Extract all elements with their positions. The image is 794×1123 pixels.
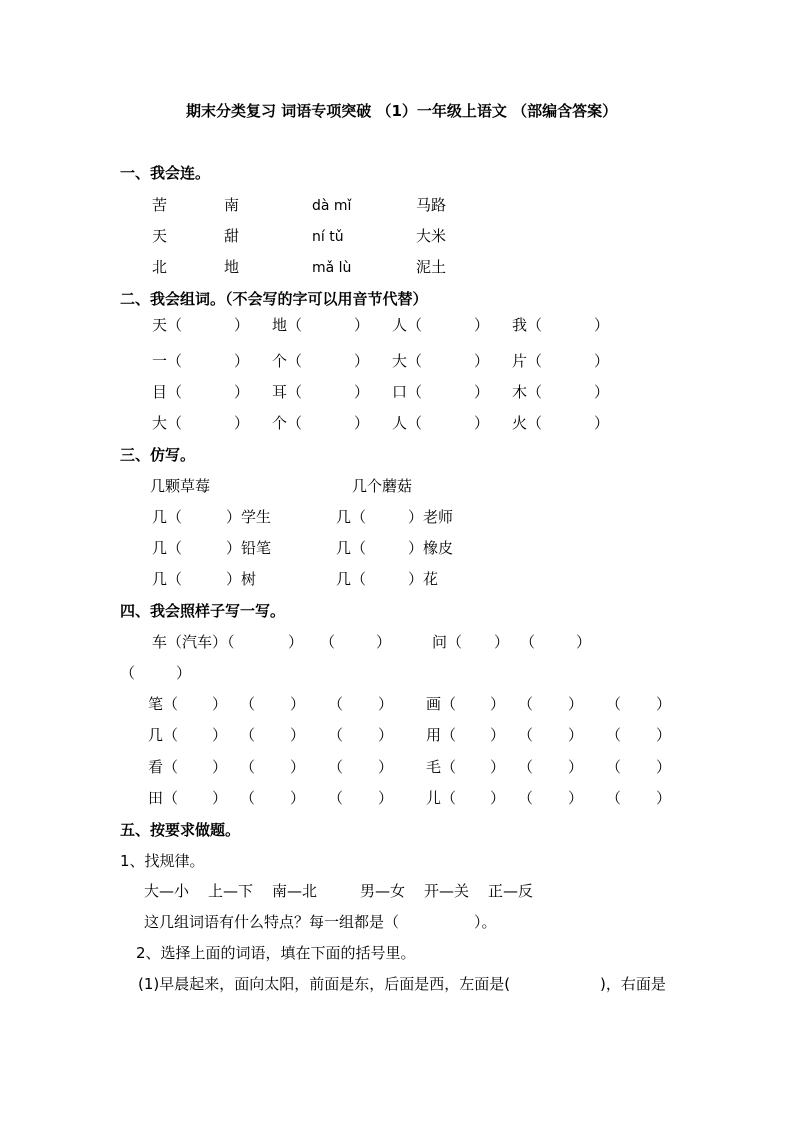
blank-close: ） <box>378 726 394 744</box>
blank-open: （ <box>240 695 256 713</box>
imitation-start: 几（ <box>152 508 183 526</box>
blank-open: （ <box>606 758 622 776</box>
blank-close: ） <box>290 726 306 744</box>
char-blank: 笔（ <box>148 695 179 713</box>
word-char: 个（ <box>272 414 303 432</box>
blank-close: ） <box>234 414 250 432</box>
blank-close: ） <box>474 316 490 334</box>
blank-close: ） <box>212 789 228 807</box>
question-2-label: 2、选择上面的词语，填在下面的括号里。 <box>136 944 416 962</box>
blank-close: ） <box>568 695 584 713</box>
blank-close: ） <box>234 383 250 401</box>
blank-close: ） <box>176 664 192 682</box>
blank-open: （ <box>328 758 344 776</box>
match-item: 北 <box>152 258 168 276</box>
blank-close: ） <box>474 383 490 401</box>
blank-close: ） <box>378 695 394 713</box>
question-2-item-1: (1)早晨起来，面向太阳，前面是东，后面是西，左面是( <box>138 975 511 993</box>
word-char: 耳（ <box>272 383 303 401</box>
section-1-heading: 一、我会连。 <box>120 164 211 182</box>
blank-open: （ <box>240 789 256 807</box>
blank-close: ） <box>288 633 304 651</box>
match-item: 苦 <box>152 196 168 214</box>
question-2-item-1-end: )，右面是 <box>600 975 666 993</box>
blank-close: ） <box>290 789 306 807</box>
opposite-pair: 南—北 <box>272 882 318 900</box>
blank-open: （ <box>606 695 622 713</box>
blank-close: ） <box>490 726 506 744</box>
imitation-start: 几（ <box>336 570 367 588</box>
match-word: 泥土 <box>416 258 447 276</box>
word-char: 个（ <box>272 352 303 370</box>
word-char: 我（ <box>512 316 543 334</box>
section-5-heading: 五、按要求做题。 <box>120 821 241 839</box>
match-item: 天 <box>152 227 168 245</box>
match-item: 甜 <box>224 227 240 245</box>
word-char: 人（ <box>392 414 423 432</box>
blank-close: ） <box>568 758 584 776</box>
blank-close: ） <box>234 352 250 370</box>
example-phrase: 几颗草莓 <box>150 477 211 495</box>
word-char: 人（ <box>392 316 423 334</box>
blank-close: ） <box>212 726 228 744</box>
blank-close: ） <box>568 789 584 807</box>
example-start: 车（汽车）（ <box>152 633 235 651</box>
blank-close: ） <box>494 633 510 651</box>
question-1-prompt: 这几组词语有什么特点？每一组都是（ <box>144 913 400 931</box>
blank-open: （ <box>240 758 256 776</box>
blank-open: （ <box>518 789 534 807</box>
word-char: 一（ <box>152 352 183 370</box>
char-blank: 用（ <box>426 726 457 744</box>
blank-close: ） <box>656 758 672 776</box>
blank-open: （ <box>606 726 622 744</box>
blank-close: ） <box>354 316 370 334</box>
blank-close: ） <box>656 726 672 744</box>
blank-open: （ <box>240 726 256 744</box>
match-pinyin: ní tǔ <box>312 229 344 245</box>
blank-close: ） <box>474 414 490 432</box>
blank-open: （ <box>518 758 534 776</box>
char-blank: 儿（ <box>426 789 457 807</box>
blank-close: ） <box>290 695 306 713</box>
blank-close: ） <box>354 352 370 370</box>
blank-close: ） <box>474 352 490 370</box>
match-pinyin: dà mǐ <box>312 198 352 214</box>
imitation-start: 几（ <box>152 570 183 588</box>
opposite-pair: 大—小 <box>144 882 190 900</box>
blank-open: （ <box>328 789 344 807</box>
char-blank: 毛（ <box>426 758 457 776</box>
blank-close: ） <box>290 758 306 776</box>
blank-close: ） <box>594 383 610 401</box>
word-char: 地（ <box>272 316 303 334</box>
blank-open: （ <box>518 726 534 744</box>
word-char: 口（ <box>392 383 423 401</box>
match-pinyin: mǎ lù <box>312 260 352 276</box>
match-item: 南 <box>224 196 240 214</box>
blank-close: ） <box>490 789 506 807</box>
word-char: 木（ <box>512 383 543 401</box>
blank-open: （ <box>606 789 622 807</box>
match-word: 马路 <box>416 196 447 214</box>
question-1-prompt-end: ）。 <box>474 913 497 931</box>
question-1-label: 1、找规律。 <box>120 852 205 870</box>
imitation-end: ）学生 <box>226 508 272 526</box>
opposite-pair: 正—反 <box>488 882 534 900</box>
blank-close: ） <box>568 726 584 744</box>
section-4-heading: 四、我会照样子写一写。 <box>120 602 286 620</box>
imitation-start: 几（ <box>152 539 183 557</box>
word-char: 大（ <box>392 352 423 370</box>
section-3-heading: 三、仿写。 <box>120 446 196 464</box>
opposite-pair: 上—下 <box>208 882 254 900</box>
blank-close: ） <box>594 316 610 334</box>
imitation-end: ）老师 <box>408 508 454 526</box>
word-char: 目（ <box>152 383 183 401</box>
blank-close: ） <box>212 695 228 713</box>
blank-close: ） <box>378 789 394 807</box>
char-blank: 几（ <box>148 726 179 744</box>
blank-open: （ <box>518 695 534 713</box>
blank-close: ） <box>656 789 672 807</box>
blank-close: ） <box>594 414 610 432</box>
blank-close: ） <box>234 316 250 334</box>
char-blank: 田（ <box>148 789 179 807</box>
char-blank: 画（ <box>426 695 457 713</box>
opposite-pair: 男—女 <box>360 882 406 900</box>
blank-close: ） <box>212 758 228 776</box>
example-phrase: 几个蘑菇 <box>352 477 413 495</box>
page-title: 期末分类复习 词语专项突破 （1）一年级上语文 （部编含答案） <box>186 102 618 120</box>
blank-close: ） <box>354 383 370 401</box>
imitation-end: ）橡皮 <box>408 539 454 557</box>
blank-open: （ <box>120 664 136 682</box>
imitation-end: ）铅笔 <box>226 539 272 557</box>
example-start: 问（ <box>432 633 463 651</box>
section-2-heading: 二、我会组词。（不会写的字可以用音节代替） <box>120 290 428 308</box>
blank-close: ） <box>376 633 392 651</box>
blank-open: （ <box>328 726 344 744</box>
imitation-start: 几（ <box>336 539 367 557</box>
imitation-start: 几（ <box>336 508 367 526</box>
word-char: 天（ <box>152 316 183 334</box>
blank-close: ） <box>656 695 672 713</box>
char-blank: 看（ <box>148 758 179 776</box>
match-word: 大米 <box>416 227 447 245</box>
blank-close: ） <box>378 758 394 776</box>
opposite-pair: 开—关 <box>424 882 470 900</box>
blank-close: ） <box>594 352 610 370</box>
blank-close: ） <box>490 758 506 776</box>
word-char: 大（ <box>152 414 183 432</box>
match-item: 地 <box>224 258 240 276</box>
word-char: 片（ <box>512 352 543 370</box>
blank-close: ） <box>354 414 370 432</box>
imitation-end: ）花 <box>408 570 439 588</box>
blank-close: ） <box>576 633 592 651</box>
word-char: 火（ <box>512 414 543 432</box>
blank-open: （ <box>520 633 536 651</box>
imitation-end: ）树 <box>226 570 257 588</box>
blank-close: ） <box>490 695 506 713</box>
blank-open: （ <box>320 633 336 651</box>
blank-open: （ <box>328 695 344 713</box>
